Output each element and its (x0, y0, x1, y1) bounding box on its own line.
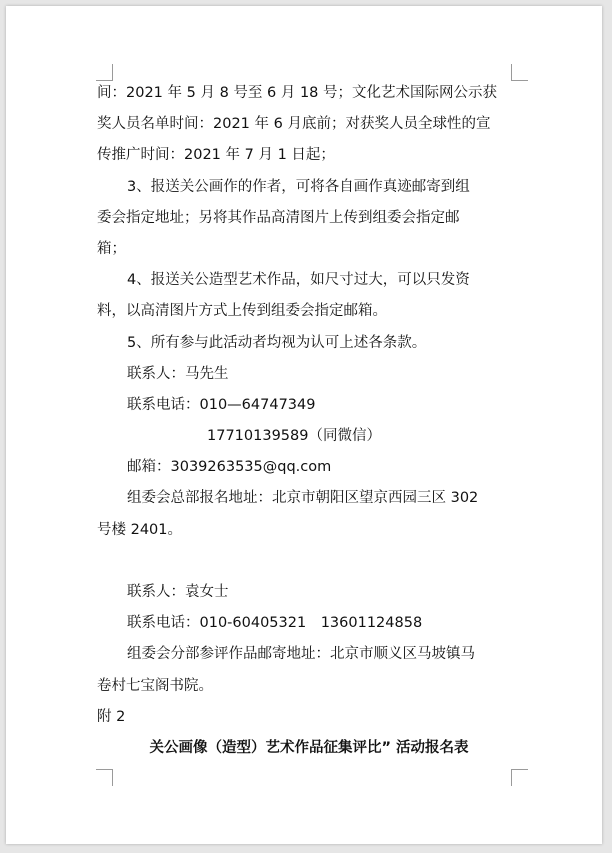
contact-email: 邮箱：3039263535@qq.com (127, 459, 332, 476)
paragraph-line: 奖人员名单时间：2021 年 6 月底前；对获奖人员全球性的宣 (97, 116, 491, 133)
paragraph-line: 传推广时间：2021 年 7 月 1 日起； (97, 147, 335, 164)
paragraph-line: 间：2021 年 5 月 8 号至 6 月 18 号；文化艺术国际网公示获 (97, 85, 498, 101)
paragraph-line: 5、所有参与此活动者均视为认可上述各条款。 (127, 334, 427, 351)
paragraph-line: 4、报送关公造型艺术作品，如尺寸过大，可以只发资 (127, 272, 470, 289)
paragraph-line: 委会指定地址；另将其作品高清图片上传到组委会指定邮 (97, 209, 460, 226)
branch-address-line: 卷村七宝阁书院。 (97, 677, 213, 694)
crop-mark-bottom-right (511, 769, 528, 786)
form-title: 关公画像（造型）艺术作品征集评比” 活动报名表 (149, 739, 469, 756)
paragraph-line: 料，以高清图片方式上传到组委会指定邮箱。 (97, 303, 387, 320)
appendix-label: 附 2 (97, 708, 126, 725)
branch-address-line: 组委会分部参评作品邮寄地址：北京市顺义区马坡镇马 (127, 646, 475, 663)
paragraph-line: 3、报送关公画作的作者，可将各自画作真迹邮寄到组 (127, 178, 470, 195)
blank-line (97, 546, 515, 577)
contact-phone-2: 联系电话：010-60405321 13601124858 (127, 615, 423, 632)
hq-address-line: 组委会总部报名地址：北京市朝阳区望京西园三区 302 (127, 490, 479, 507)
contact-person-2: 联系人：袁女士 (127, 584, 229, 600)
paragraph-line: 箱； (97, 240, 126, 257)
hq-address-line: 号楼 2401。 (97, 521, 183, 538)
contact-mobile-1: 17710139589（同微信） (207, 428, 381, 445)
document-body (97, 78, 515, 764)
contact-person-1: 联系人：马先生 (127, 365, 229, 382)
contact-phone-1: 联系电话：010—64747349 (127, 396, 316, 413)
crop-mark-bottom-left (96, 769, 113, 786)
